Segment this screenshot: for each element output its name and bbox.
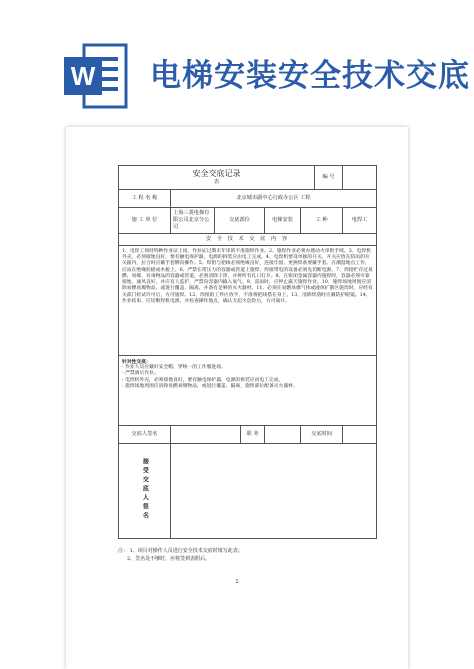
construction-unit-label: 施 工 单 位 [119, 208, 171, 234]
word-document-icon [62, 41, 128, 111]
form-title-line1: 安全交底记录 [192, 169, 241, 179]
targeted-item: · 作业人员应戴好安全帽、穿统一的工作服进场。 [122, 365, 226, 371]
project-name-label: 工 程 名 称 [119, 190, 171, 208]
section-title: 安 全 技 术 交 底 内 容 [119, 234, 377, 246]
general-items: 1、电焊工须持特种作业证上岗，作业证过期未年审的不准施焊作业。2、施焊作业必须办理动火审批手续。3、电焊机外壳，必须接地良好，要有触电保护器，电源的拆装应由电工完成。4、电焊机要设单独的开关，开关应放在防雨的开关箱内，拉合时应戴手套侧向操作。5、焊钳与把线必须绝缘良好，连接牢固，更换焊条要戴手套。在潮湿地点工作，应站在绝缘胶板或木板上。6、严禁在带压力的容器或管道上施焊，焊接带电的设备必须先切断电源。7、焊接贮存过易燃、易爆、有毒物品的容器或管道，必须清除干净，并将所有孔口打开。8、在密闭金属容器内施焊时，容器必须可靠接地，通风良好，并应有人监护，严禁向容器内输入氧气。9、雷雨时，应停止露天施焊作业。10、施焊场地周围应清除易燃易爆物品，或进行覆盖、隔离，并备有足够的灭火器材。11、必须在易燃易爆气体或液体扩散区施焊时，应经有关部门检试许可后，方可施焊。12、焊接的工件应放平，不准将把线搭在身上。13、清除焊渣时应戴防护眼镜。14、作业结束，应切断焊机电源，并检查操作地点，确认无起火危险后，方可离开。 [122, 249, 373, 304]
construction-unit-value: 上海三菱电梯有限公司北京分公司 [171, 208, 215, 234]
receiver-label: 接受交底人签名 [141, 458, 149, 522]
work-type-label: 工 种 [301, 208, 343, 234]
handover-time-label: 交底时间 [301, 426, 343, 444]
document-page [66, 127, 408, 669]
notes-line-2: 2、签名处不够时，应将签到表附后。 [127, 555, 211, 562]
signer-label: 交底人签名 [119, 426, 171, 444]
word-icon-letter: W [70, 61, 96, 91]
position-value[interactable] [265, 426, 301, 444]
signer-value[interactable] [171, 426, 241, 444]
handover-time-value[interactable] [343, 426, 377, 444]
receiver-label-cell [119, 444, 171, 539]
targeted-item: · 电焊机外壳，必须接地良好，要有触电保护器，电源的拆装应由电工完成。 [122, 377, 284, 383]
targeted-title: 针对性交底： [122, 359, 151, 365]
notes [118, 548, 376, 563]
general-content [119, 246, 377, 356]
number-label: 编 号 [315, 166, 343, 190]
page-number: 1 [235, 579, 239, 585]
targeted-item: · 施焊场地周围应清除易燃易爆物品，或进行覆盖、隔离，施焊部位配备灭火器材。 [122, 383, 298, 389]
position-label: 职 务 [241, 426, 265, 444]
handover-part-value: 电梯安装 [265, 208, 301, 234]
form-title [119, 166, 315, 190]
banner-title: 电梯安装安全技术交底 [150, 58, 470, 94]
form-title-line2: 表 [214, 179, 220, 186]
work-type-value: 电焊工 [343, 208, 377, 234]
targeted-content [119, 356, 377, 426]
number-value[interactable] [343, 166, 377, 190]
targeted-item: · 严禁酒后作业。 [122, 371, 159, 377]
handover-part-label: 交底部位 [215, 208, 265, 234]
receiver-signature-area[interactable] [171, 444, 377, 539]
notes-line-1: 注： 1、项目对操作人员进行安全技术交底时填写此表； [118, 548, 243, 554]
project-name-value: 北京城市副中心行政办公区 工程 [171, 190, 377, 208]
safety-handover-table [118, 165, 377, 539]
